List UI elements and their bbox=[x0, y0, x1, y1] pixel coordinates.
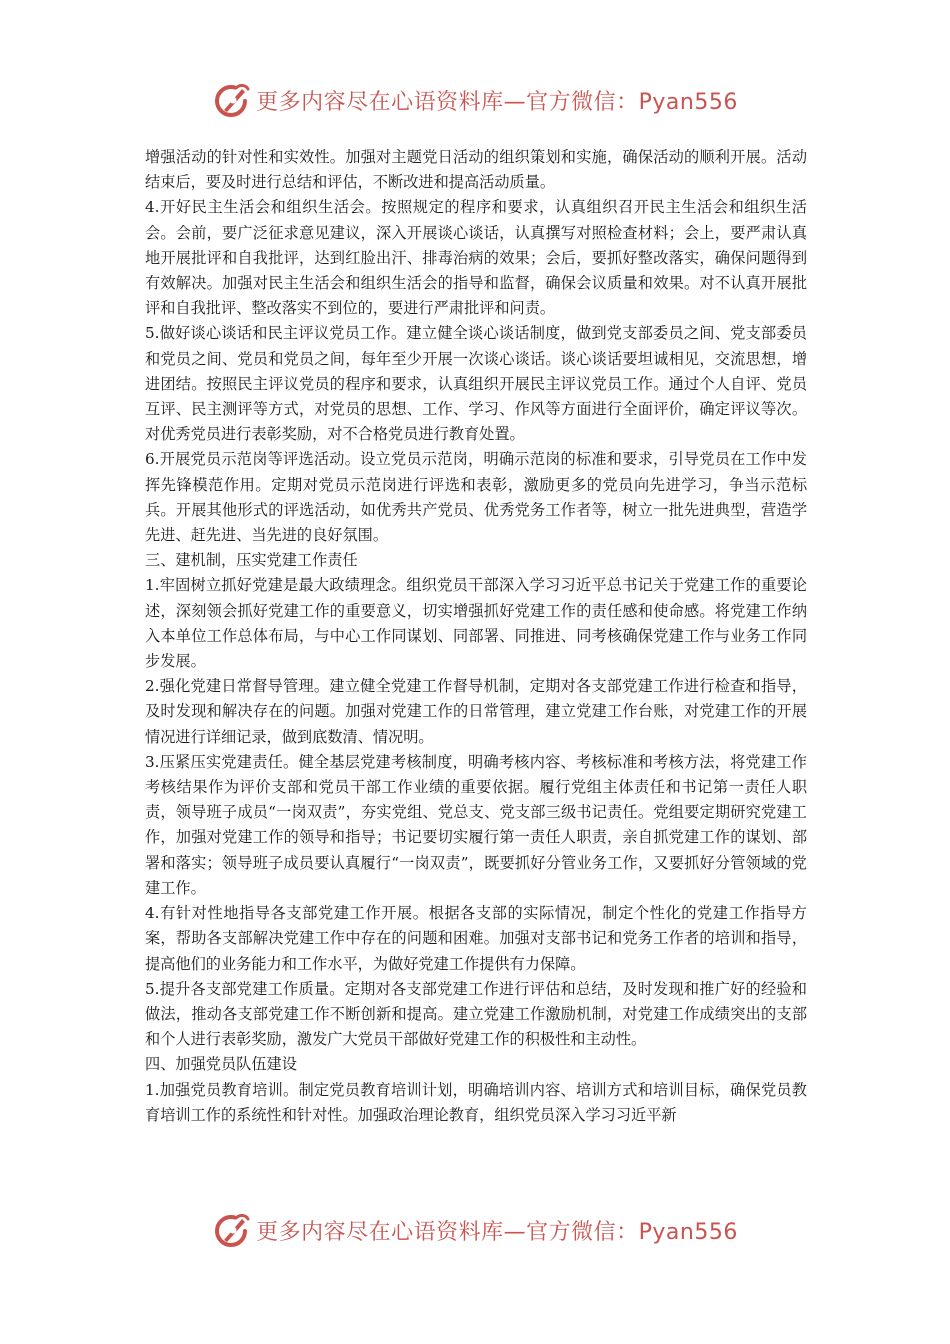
paragraph-item-4b: 4.有针对性地指导各支部党建工作开展。根据各支部的实际情况，制定个性化的党建工作指导方案，帮助各支部解决党建工作中存在的问题和困难。加强对支部书记和党务工作者的培训和指导，提高他们的业务能力和工作水平，为做好党建工作提供有力保障。 bbox=[145, 904, 807, 973]
paragraph-item-5: 5.做好谈心谈话和民主评议党员工作。建立健全谈心谈话制度，做到党支部委员之间、党支部委员和党员之间、党员和党员之间，每年至少开展一次谈心谈话。谈心谈话要坦诚相见，交流思想，增进团结。按照民主评议党员的程序和要求，认真组织开展民主评议党员工作。通过个人自评、党员互评、民主测评等方式，对党员的思想、工作、学习、作风等方面进行全面评价，确定评议等次。对优秀党员进行表彰奖励，对不合格党员进行教育处置。 bbox=[145, 324, 807, 444]
paragraph-item-1b: 1.加强党员教育培训。制定党员教育培训计划，明确培训内容、培训方式和培训目标，确保党员教育培训工作的系统性和针对性。加强政治理论教育，组织党员深入学习习近平新 bbox=[145, 1080, 807, 1124]
paragraph-item-4: 4.开好民主生活会和组织生活会。按照规定的程序和要求，认真组织召开民主生活会和组织生活会。会前，要广泛征求意见建议，深入开展谈心谈话，认真撰写对照检查材料；会上，要严肃认真地开展批评和自我批评，达到红脸出汗、排毒治病的效果；会后，要抓好整改落实，确保问题得到有效解决。加强对民主生活会和组织生活会的指导和监督，确保会议质量和效果。对不认真开展批评和自我批评、整改落实不到位的，要进行严肃批评和问责。 bbox=[145, 198, 807, 318]
paragraph-item-1: 1.牢固树立抓好党建是最大政绩理念。组织党员干部深入学习习近平总书记关于党建工作的重要论述，深刻领会抓好党建工作的重要意义，切实增强抓好党建工作的责任感和使命感。将党建工作纳入本单位工作总体布局，与中心工作同谋划、同部署、同推进、同考核确保党建工作与业务工作同步发展。 bbox=[145, 576, 807, 671]
header-banner-text: 更多内容尽在心语资料库—官方微信：Pyan556 bbox=[256, 89, 738, 115]
paragraph-item-5b: 5.提升各支部党建工作质量。定期对各支部党建工作进行评估和总结，及时发现和推广好的经验和做法，推动各支部党建工作不断创新和提高。建立党建工作激励机制，对党建工作成绩突出的支部和个人进行表彰奖励，激发广大党员干部做好党建工作的积极性和主动性。 bbox=[145, 979, 807, 1049]
brush-stroke-logo-icon bbox=[212, 80, 252, 120]
section-heading-3: 三、建机制，压实党建工作责任 bbox=[145, 551, 358, 570]
paragraph-item-3: 3.压紧压实党建责任。健全基层党建考核制度，明确考核内容、考核标准和考核方法，将党建工作考核结果作为评价支部和党员干部工作业绩的重要依据。履行党组主体责任和书记第一责任人职责，领导班子成员“一岗双责”，夯实党组、党总支、党支部三级书记责任。党组要定期研究党建工作，加强对党建工作的领导和指导；书记要切实履行第一责任人职责，亲自抓党建工作的谋划、部署和落实；领导班子成员要认真履行“一岗双责”，既要抓好分管业务工作，又要抓好分管领域的党建工作。 bbox=[145, 752, 807, 897]
paragraph-item-2: 2.强化党建日常督导管理。建立健全党建工作督导机制，定期对各支部党建工作进行检查和指导，及时发现和解决存在的问题。加强对党建工作的日常管理，建立党建工作台账，对党建工作的开展情况进行详细记录，做到底数清、情况明。 bbox=[145, 677, 807, 746]
paragraph-continuation: 增强活动的针对性和实效性。加强对主题党日活动的组织策划和实施，确保活动的顺利开展。活动结束后，要及时进行总结和评估，不断改进和提高活动质量。 bbox=[145, 148, 807, 192]
footer-banner bbox=[0, 1208, 950, 1252]
footer-banner-text: 更多内容尽在心语资料库—官方微信：Pyan556 bbox=[256, 1219, 738, 1245]
document-body bbox=[145, 145, 807, 1128]
section-heading-4: 四、加强党员队伍建设 bbox=[145, 1055, 297, 1074]
brush-stroke-logo-icon bbox=[212, 1210, 252, 1250]
paragraph-item-6: 6.开展党员示范岗等评选活动。设立党员示范岗，明确示范岗的标准和要求，引导党员在工作中发挥先锋模范作用。定期对党员示范岗进行评选和表彰，激励更多的党员向先进学习，争当示范标兵。开展其他形式的评选活动，如优秀共产党员、优秀党务工作者等，树立一批先进典型，营造学先进、赶先进、当先进的良好氛围。 bbox=[145, 450, 807, 545]
header-banner bbox=[0, 78, 950, 122]
